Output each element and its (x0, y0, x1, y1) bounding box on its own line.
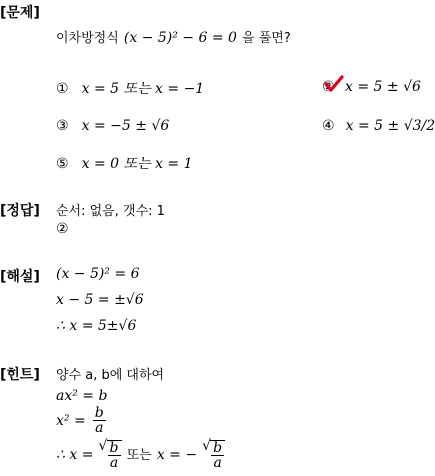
answer-tag: [정답] (0, 203, 40, 219)
explanation-line-1: (x − 5)² = 6 (56, 266, 140, 282)
choice-3-number: ③ (56, 118, 69, 134)
question-suffix: 을 풀면? (242, 31, 291, 46)
hint-fraction (93, 406, 106, 435)
hint-line-4-mid: 또는 (126, 448, 152, 463)
explanation-tag: [해설] (0, 269, 40, 285)
choice-5[interactable] (56, 153, 192, 173)
hint-tag: [힌트] (0, 367, 40, 383)
question-prefix: 이차방정식 (56, 31, 119, 46)
hint-line-4-rhs: x = − (156, 447, 198, 463)
choice-2[interactable] (322, 76, 421, 95)
hint-line-3 (56, 406, 108, 435)
choice-1-number: ① (56, 81, 69, 97)
choice-4-number: ④ (322, 118, 335, 134)
sqrt-symbol-2: √ $\frac{b}{a}$ (202, 440, 225, 470)
choice-3-text: x = −5 ± √6 (81, 118, 170, 134)
hint-line-2: ax² = b (56, 388, 108, 404)
explanation-line-2: x − 5 = ±√6 (56, 292, 144, 308)
choice-4-text: x = 5 ± √3/2 (345, 118, 435, 134)
answer-meta: 순서: 없음, 갯수: 1 (56, 204, 165, 219)
explanation-line-3: ∴ x = 5±√6 (56, 318, 137, 334)
choice-5-text: x = 0 또는 x = 1 (81, 156, 193, 172)
choice-1-text: x = 5 또는 x = −1 (81, 81, 205, 97)
sqrt-symbol: √ $\frac{b}{a}$ (99, 440, 122, 470)
checkmark-icon (324, 75, 344, 93)
hint-line-4-prefix: ∴ x = (56, 447, 94, 463)
choice-5-number: ⑤ (56, 156, 69, 172)
choice-2-text: x = 5 ± √6 (345, 79, 421, 95)
hint-line-3-lhs: x² = (56, 413, 86, 429)
choice-3[interactable] (56, 115, 169, 134)
question-tag: [문제] (0, 5, 40, 21)
question-text (56, 27, 291, 46)
choice-4[interactable] (322, 115, 435, 134)
hint-line-1: 양수 a, b에 대하여 (56, 368, 165, 383)
answer-value: ② (56, 221, 69, 237)
choice-1[interactable] (56, 78, 204, 98)
question-equation: (x − 5)² − 6 = 0 (123, 30, 237, 46)
hint-fraction-numerator: b (94, 405, 104, 421)
hint-fraction-denominator: a (95, 420, 104, 436)
hint-line-4 (56, 440, 225, 470)
choice-2-number: ② (322, 79, 339, 95)
